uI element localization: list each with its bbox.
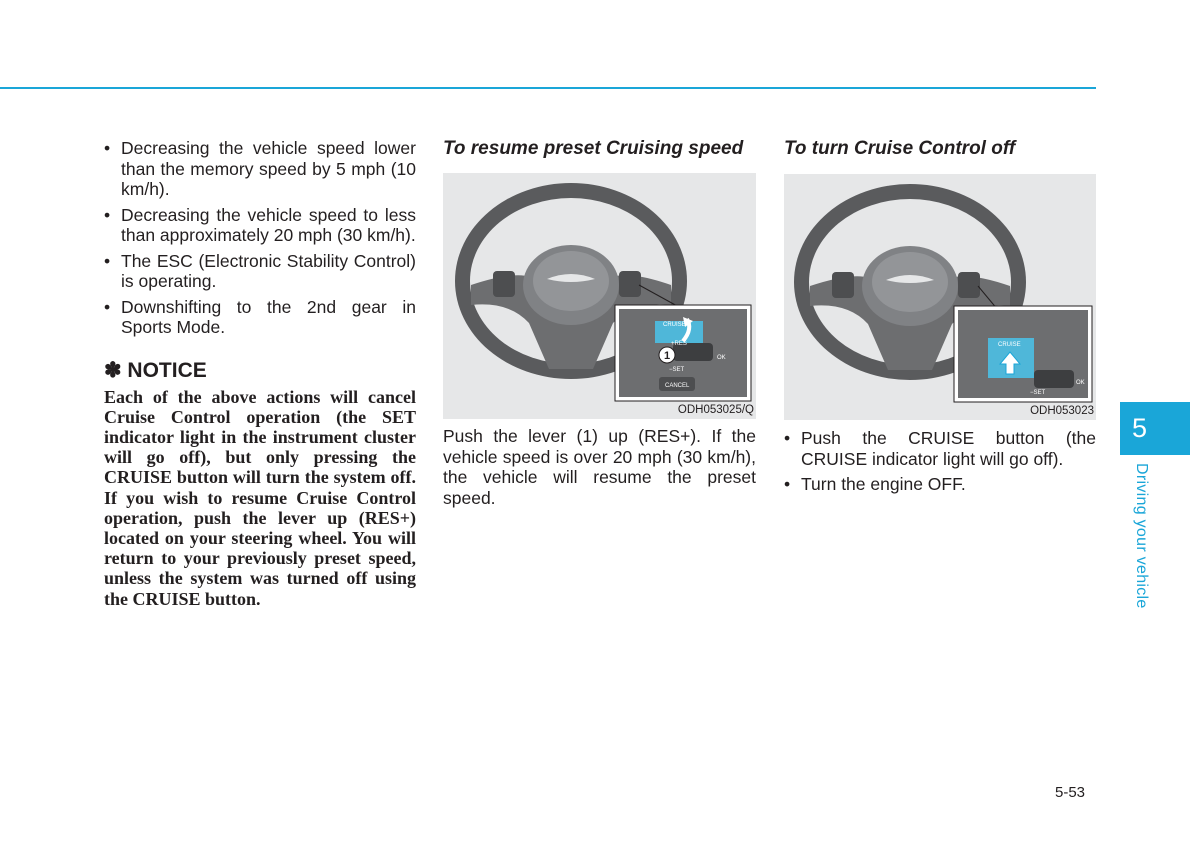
set-label: −SET (1030, 390, 1046, 396)
res-label: +RES (671, 341, 687, 347)
steering-wheel-figure-off (784, 174, 1096, 420)
figure-code: ODH053025/Q (677, 404, 754, 416)
page-number: 5-53 (1055, 784, 1086, 801)
list-item: • The ESC (Electronic Stability Control) is operating. (104, 251, 416, 292)
list-item: • Push the CRUISE button (the CRUISE indicator light will go off). (784, 428, 1096, 469)
figure-code: ODH053023 (1030, 405, 1094, 417)
ok-label: OK (1076, 380, 1085, 386)
ok-label: OK (717, 355, 726, 361)
steering-wheel-figure-resume (443, 173, 756, 419)
callout-number: 1 (663, 350, 671, 362)
notice-title: ✽ NOTICE (104, 358, 207, 382)
notice-body: Each of the above actions will cancel Cruise Control operation (the SET indicator light in the instrument cluster will go off), but only pressing the CRUISE button will turn the system off. If you wish to resume Cruise Control operation, push the lever up (RES+) located on your steering wheel. You will return to your previously preset speed, unless the system was turned off using the CRUISE button. (104, 386, 416, 609)
list-item: • Decreasing the vehicle speed to less than approximately 20 mph (30 km/h). (104, 205, 416, 246)
turn-off-steps-list (784, 428, 1096, 495)
list-item: • Turn the engine OFF. (784, 474, 1096, 495)
cancel-label: CANCEL (665, 383, 690, 389)
column-middle (443, 138, 756, 508)
list-item: • Downshifting to the 2nd gear in Sports Mode. (104, 297, 416, 338)
column-left (104, 138, 416, 609)
resume-instruction: Push the lever (1) up (RES+). If the vehicle speed is over 20 mph (30 km/h), the vehicle will resume the preset speed. (443, 426, 756, 508)
chapter-title: Driving your vehicle (1133, 463, 1150, 609)
header-rule (0, 87, 1096, 89)
chapter-number-tab: 5 (1120, 402, 1190, 455)
cancel-conditions-list (104, 138, 416, 338)
section-heading-resume: To resume preset Cruising speed (443, 138, 744, 159)
steering-wheel-illustration (784, 174, 1096, 420)
column-right (784, 138, 1096, 500)
cruise-label: CRUISE (998, 342, 1021, 348)
list-item: • Decreasing the vehicle speed lower than the memory speed by 5 mph (10 km/h). (104, 138, 416, 200)
steering-wheel-illustration (443, 173, 756, 419)
cruise-label: CRUISE (663, 322, 686, 328)
section-heading-off: To turn Cruise Control off (784, 138, 1016, 159)
set-label: −SET (669, 367, 685, 373)
